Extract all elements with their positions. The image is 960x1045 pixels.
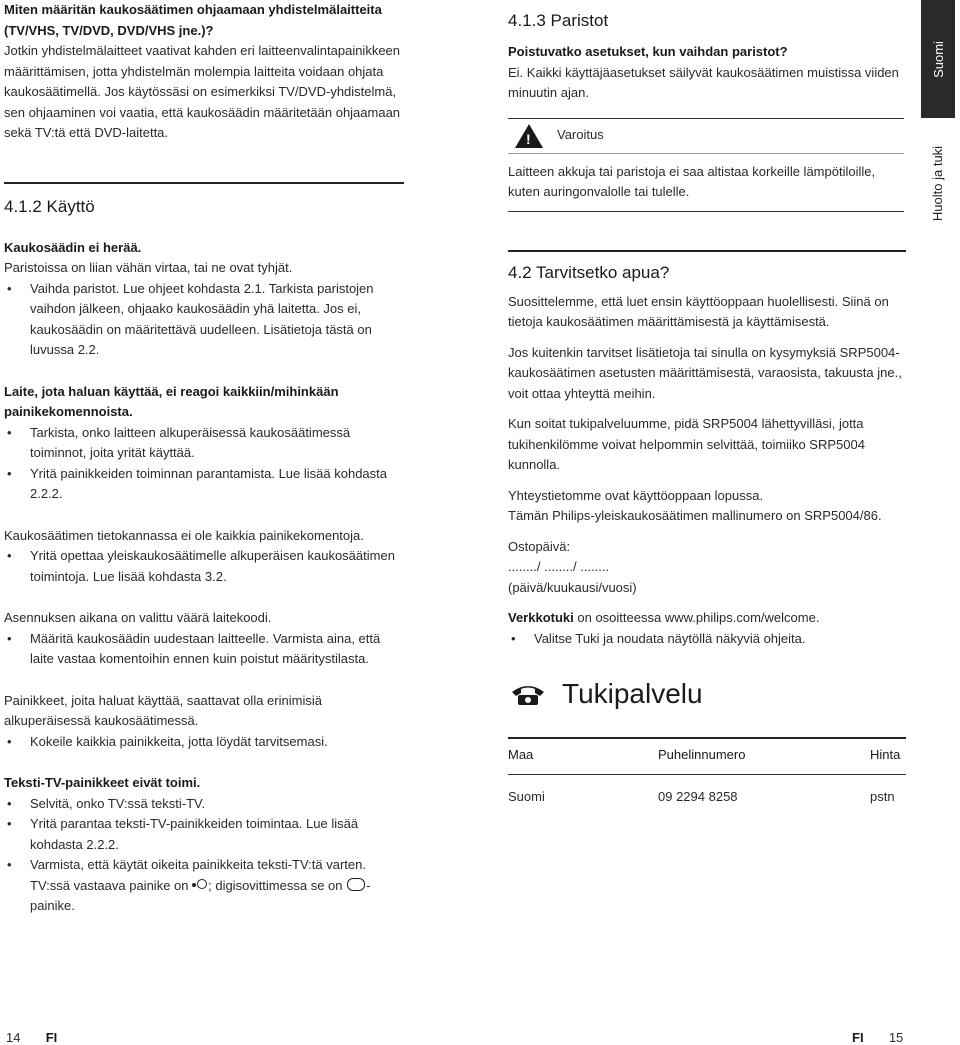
right-column [508, 10, 906, 813]
table-row [508, 774, 906, 813]
footer-right [852, 1030, 903, 1045]
list-item: • Kokeile kaikkia painikkeita, jotta löydät tarvitsemasi. [4, 732, 404, 753]
help-model: Tämän Philips-yleiskaukosäätimen mallinumero on SRP5004/86. [508, 508, 882, 523]
purchase-date-blank: ......../ ......../ ........ [508, 559, 610, 574]
web-support [508, 608, 906, 629]
side-tab-chapter-label: Huolto ja tuki [930, 145, 946, 221]
list-item: • Yritä parantaa teksti-TV-painikkeiden toimintaa. Lue lisää kohdasta 2.2.2. [4, 814, 404, 855]
intro-question: Miten määritän kaukosäätimen ohjaamaan yhdistelmälaitteita (TV/VHS, TV/DVD, DVD/VHS jne.)? [4, 2, 382, 38]
list-item: • Määritä kaukosäädin uudestaan laitteelle. Varmista aina, että laite vastaa komentoihin ennen kuin poistut määritystilasta. [4, 629, 404, 670]
s6-b3-text-a: Varmista, että käytät oikeita painikkeita teksti-TV:tä varten. TV:ssä vastaava painike on [30, 857, 366, 893]
s4-list [4, 629, 404, 670]
purchase-date-label: Ostopäivä: [508, 538, 571, 554]
purchase-date-format: (päivä/kuukausi/vuosi) [508, 579, 637, 595]
s3-text: Kaukosäätimen tietokannassa ei ole kaikkia painikekomentoja. [4, 527, 364, 543]
warning-box [508, 118, 904, 212]
section-title-4-2: 4.2 Tarvitsetko apua? [508, 262, 670, 282]
side-tab-language [921, 0, 955, 118]
section-title-4-1-3: 4.1.3 Paristot [508, 11, 609, 30]
lang-code-left: FI [45, 1030, 58, 1045]
teletext-stb-icon [347, 878, 365, 891]
list-item: • Valitse Tuki ja noudata näytöllä näkyviä ohjeita. [508, 629, 906, 650]
list-item: • Selvitä, onko TV:ssä teksti-TV. [4, 794, 404, 815]
s4-text: Asennuksen aikana on valittu väärä laitekoodi. [4, 610, 272, 625]
col-header-price: Hinta [870, 738, 906, 774]
support-title: Tukipalvelu [562, 678, 703, 709]
list-item: • Vaihda paristot. Lue ohjeet kohdasta 2.1. Tarkista paristojen vaihdon jälkeen, ohjaako kaukosäädin yhä laitetta. Jos ei, kaukosäädin on määritettävä uudelleen. Lisätietoja tästä on luvussa 2.2. [4, 279, 404, 361]
teletext-tv-icon [192, 879, 208, 891]
cell-price: pstn [870, 788, 895, 804]
list-item [4, 855, 404, 917]
page-number-right: 15 [888, 1030, 904, 1045]
footer-left [6, 1030, 57, 1045]
s6-b3-text-b: ; digisovittimessa se on [208, 877, 347, 893]
page-number-left: 14 [6, 1030, 21, 1045]
list-item: • Tarkista, onko laitteen alkuperäisessä kaukosäätimessä toiminnot, joita yrität käyttää. [4, 423, 404, 464]
left-column [4, 0, 404, 917]
phone-icon [508, 682, 548, 706]
list-item: • Yritä painikkeiden toiminnan parantamista. Lue lisää kohdasta 2.2.2. [4, 464, 404, 505]
col-header-country: Maa [508, 738, 658, 774]
warning-text: Laitteen akkuja tai paristoja ei saa altistaa korkeille lämpötiloille, kuten auringonvalolle tai tulelle. [508, 163, 876, 199]
help-paragraph-2: Jos kuitenkin tarvitset lisätietoja tai sinulla on kysymyksiä SRP5004-kaukosäätimen asetusten määrittämisestä, varaosista, takuusta jne., voit ottaa yhteyttä meihin. [508, 344, 902, 401]
lang-code-right: FI [852, 1030, 864, 1045]
web-support-list [508, 629, 906, 650]
battery-question: Poistuvatko asetukset, kun vaihdan paristot? [508, 44, 788, 59]
cell-country: Suomi [508, 788, 545, 804]
help-paragraph-3: Kun soitat tukipalveluumme, pidä SRP5004 lähettyvilläsi, jotta tukihenkilömme voivat helpommin selvittää, toimiiko SRP5004 kunnolla. [508, 416, 865, 472]
intro-text: Jotkin yhdistelmälaitteet vaativat kahden eri laitteenvalintapainikkeen määrittämisen, jotta yhdistelmän molempia laitteita voidaan ohjata kaukosäätimellä. Jos käytössäsi on esimerkiksi TV/DVD-yhdistelmä, sen ohjaaminen voi vaatia, että kaukosäädin määritetään ohjaamaan sekä TV:tä että DVD-laitetta. [4, 43, 401, 140]
side-tab-chapter [921, 128, 955, 238]
warning-header [508, 119, 904, 154]
web-support-text: on osoitteessa www.philips.com/welcome. [573, 610, 820, 625]
s5-list [4, 732, 404, 753]
s2-list [4, 423, 404, 505]
warning-icon: ! [515, 124, 543, 148]
web-support-label: Verkkotuki [508, 610, 574, 625]
s1-heading: Kaukosäädin ei herää. [4, 239, 142, 255]
s3-list [4, 546, 404, 587]
s2-heading: Laite, jota haluan käyttää, ei reagoi kaikkiin/mihinkään painikekomennoista. [4, 383, 339, 419]
cell-phone: 09 2294 8258 [658, 788, 738, 804]
table-header-row [508, 738, 906, 774]
list-item: • Yritä opettaa yleiskaukosäätimelle alkuperäisen kaukosäätimen toimintoja. Lue lisää kohdasta 3.2. [4, 546, 404, 587]
s1-text: Paristoissa on liian vähän virtaa, tai ne ovat tyhjät. [4, 260, 293, 275]
help-contact: Yhteystietomme ovat käyttöoppaan lopussa. [508, 487, 764, 503]
support-table [508, 737, 906, 813]
warning-title: Varoitus [557, 127, 604, 143]
s6-b3-text-c: -painike. [30, 877, 371, 913]
section-title-4-1-2: 4.1.2 Käyttö [4, 196, 95, 216]
help-paragraph-1: Suosittelemme, että luet ensin käyttöoppaan huolellisesti. Siinä on tietoja kaukosäätimen määrittämisestä ja käyttämisestä. [508, 293, 889, 329]
col-header-phone: Puhelinnumero [658, 738, 870, 774]
s5-text: Painikkeet, joita haluat käyttää, saattavat olla erinimisiä alkuperäisessä kaukosäätimessä. [4, 692, 322, 728]
s6-heading: Teksti-TV-painikkeet eivät toimi. [4, 775, 201, 790]
side-tab-language-label: Suomi [930, 40, 946, 78]
battery-answer: Ei. Kaikki käyttäjäasetukset säilyvät kaukosäätimen muistissa viiden minuutin ajan. [508, 64, 899, 100]
s6-list [4, 794, 404, 917]
support-heading [508, 677, 906, 711]
s1-list [4, 279, 404, 361]
